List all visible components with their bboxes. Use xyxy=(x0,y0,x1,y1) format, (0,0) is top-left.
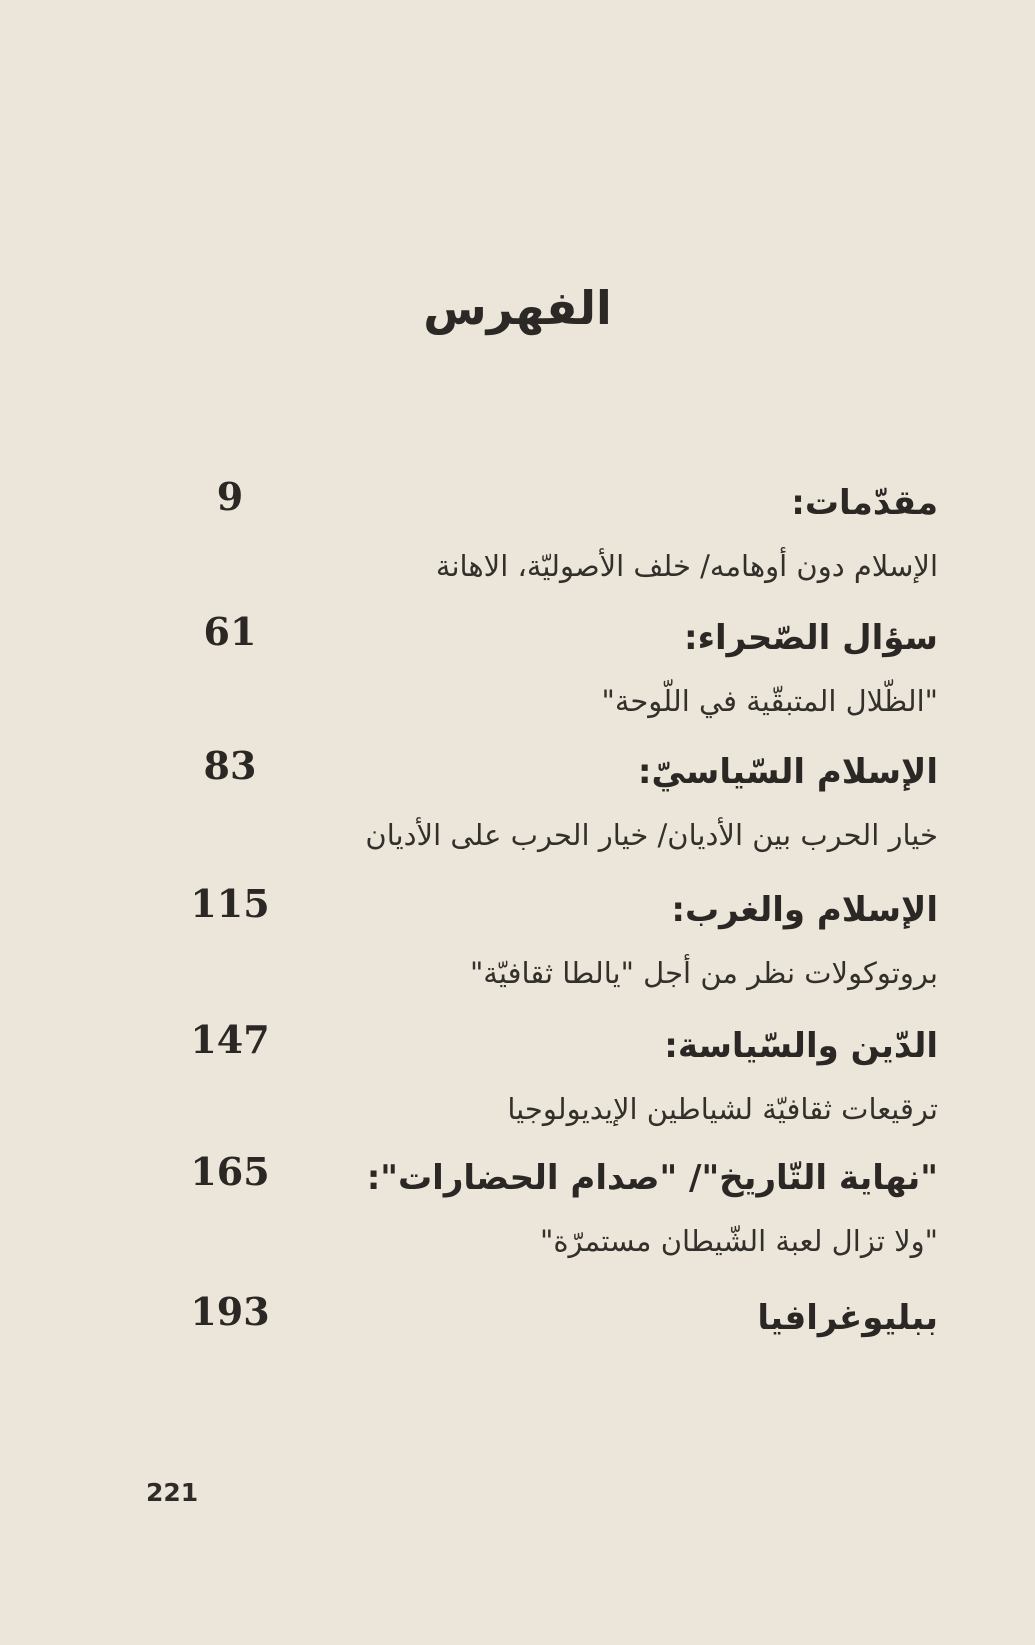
toc-entry xyxy=(0,609,1035,735)
toc-entry xyxy=(0,881,1035,1007)
toc-entry-page-number: 9 xyxy=(216,474,244,519)
toc-entry-subtitle: بروتوكولات نظر من أجل "يالطا ثقافيّة" xyxy=(469,956,938,990)
toc-entry-heading: الدّين والسّياسة: xyxy=(664,1026,938,1066)
toc-entry-heading: مقدّمات: xyxy=(791,483,938,523)
page-title: الفهرس xyxy=(423,281,612,335)
toc-entry xyxy=(0,743,1035,869)
toc-entry-subtitle: الإسلام دون أوهامه/ خلف الأصوليّة، الاهانة xyxy=(435,549,938,583)
toc-entry-page-number: 115 xyxy=(190,881,270,926)
toc-entry-subtitle: "الظّلال المتبقّية في اللّوحة" xyxy=(601,684,938,718)
toc-entry-subtitle: ترقيعات ثقافيّة لشياطين الإيديولوجيا xyxy=(507,1092,938,1126)
toc-entry-page-number: 165 xyxy=(190,1149,270,1194)
toc-entry-heading: "نهاية التّاريخ"/ "صدام الحضارات": xyxy=(366,1158,938,1198)
toc-entry xyxy=(0,1017,1035,1143)
toc-entry xyxy=(0,474,1035,600)
page-number: 221 xyxy=(146,1478,199,1507)
toc-entry-heading: ببليوغرافيا xyxy=(757,1298,938,1338)
toc-entry-subtitle: خيار الحرب بين الأديان/ خيار الحرب على الأديان xyxy=(365,818,938,852)
toc-entry-page-number: 147 xyxy=(190,1017,270,1062)
toc-entry xyxy=(0,1149,1035,1275)
toc-entry-heading: الإسلام والغرب: xyxy=(671,890,938,930)
toc-entry-subtitle: "ولا تزال لعبة الشّيطان مستمرّة" xyxy=(540,1224,938,1258)
toc-entry-page-number: 83 xyxy=(203,743,257,788)
toc-entry-heading: سؤال الصّحراء: xyxy=(684,618,938,658)
toc-entry-heading: الإسلام السّياسيّ: xyxy=(637,752,938,792)
toc-entry xyxy=(0,1289,1035,1415)
toc-entry-page-number: 193 xyxy=(190,1289,270,1334)
toc-entry-page-number: 61 xyxy=(203,609,257,654)
